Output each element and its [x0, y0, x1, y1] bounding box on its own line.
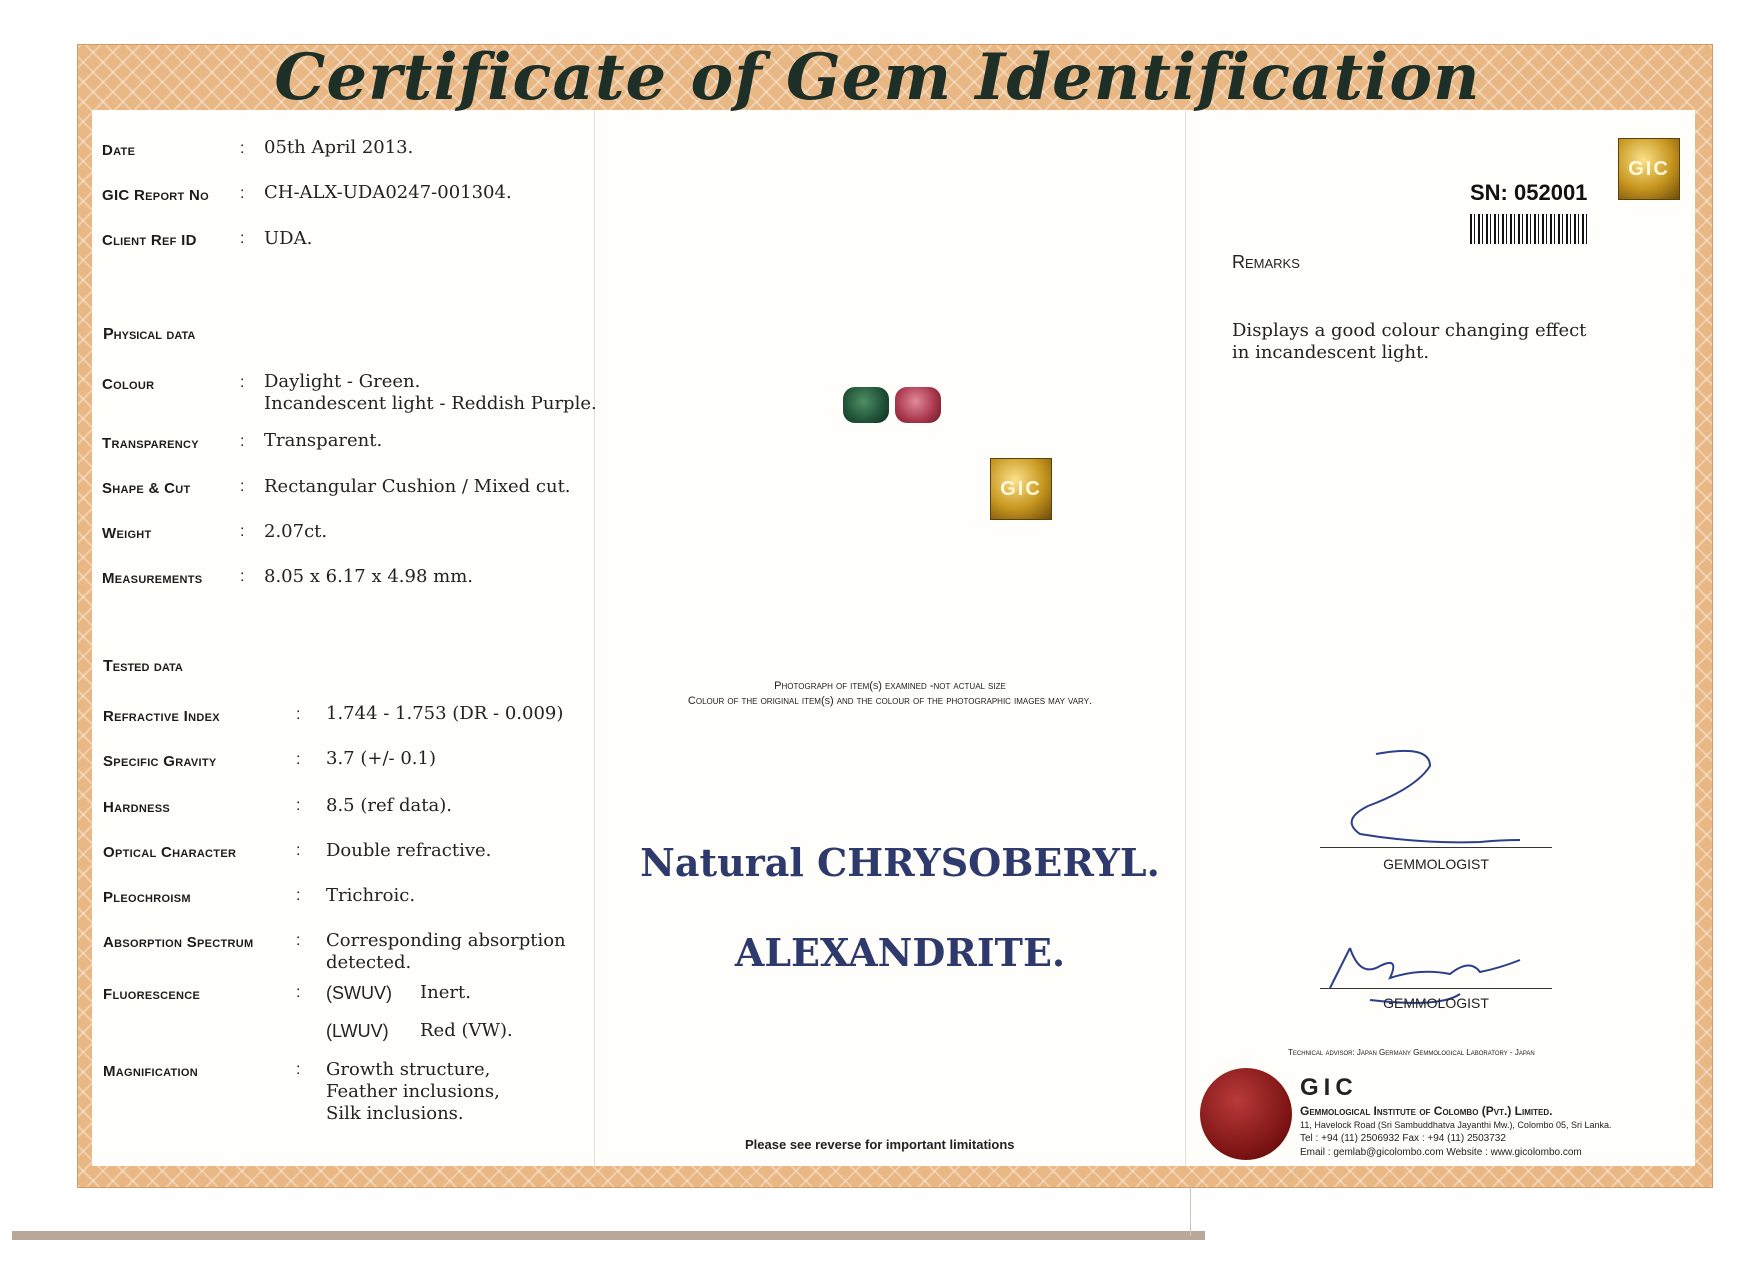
magnification-value-3: Silk inclusions. — [326, 1103, 464, 1124]
weight-value: 2.07ct. — [264, 521, 328, 542]
colon: : — [296, 1061, 301, 1078]
wax-seal — [1200, 1068, 1292, 1160]
signature-line-1 — [1320, 847, 1552, 848]
fluorescence-sw-value: Inert. — [420, 982, 471, 1003]
variety-verdict: ALEXANDRITE. — [734, 930, 1066, 975]
technical-advisor: Technical advisor: Japan Germany Gemmological Laboratory - Japan — [1288, 1048, 1535, 1057]
colon: : — [240, 478, 245, 495]
date-label: Date — [102, 142, 136, 159]
institute-info — [1300, 1104, 1612, 1160]
report-no-label: GIC Report No — [102, 187, 210, 204]
certificate-title: Certificate of Gem Identification — [274, 40, 1481, 115]
colon: : — [240, 523, 245, 540]
absorption-label: Absorption Spectrum — [103, 934, 254, 951]
absorption-value-2: detected. — [326, 952, 412, 973]
gemmologist-label-1: GEMMOLOGIST — [1383, 856, 1489, 872]
serial-number: SN: 052001 — [1470, 180, 1588, 205]
client-ref-value: UDA. — [264, 228, 313, 249]
colon: : — [296, 984, 301, 1001]
optical-label: Optical Character — [103, 844, 237, 861]
transparency-label: Transparency — [102, 435, 199, 452]
colon: : — [296, 751, 301, 768]
colon: : — [240, 140, 245, 157]
gic-logo-center: GIC — [990, 458, 1052, 520]
fluorescence-lw-label: (LWUV) — [326, 1021, 389, 1041]
magnification-value-2: Feather inclusions, — [326, 1081, 500, 1102]
institute-name: Gemmological Institute of Colombo (Pvt.) Limited. — [1300, 1104, 1553, 1118]
institute-address: 11, Havelock Road (Sri Sambuddhatva Jayanthi Mw.), Colombo 05, Sri Lanka. — [1300, 1120, 1612, 1130]
colour-label: Colour — [102, 376, 155, 393]
remarks-text: Displays a good colour changing effect in incandescent light. — [1232, 320, 1587, 363]
institute-email: Email : gemlab@gicolombo.com Website : www.gicolombo.com — [1300, 1147, 1582, 1158]
limitations-note: Please see reverse for important limitations — [745, 1137, 1015, 1152]
page-edge — [1190, 1186, 1191, 1236]
colon: : — [296, 842, 301, 859]
ri-label: Refractive Index — [103, 708, 220, 725]
ri-value: 1.744 - 1.753 (DR - 0.009) — [326, 703, 564, 724]
physical-data-heading: Physical data — [103, 326, 196, 343]
gic-logo-corner: GIC — [1618, 138, 1680, 200]
hardness-label: Hardness — [103, 799, 171, 816]
magnification-value-1: Growth structure, — [326, 1059, 491, 1080]
fluorescence-sw-label: (SWUV) — [326, 983, 392, 1003]
remarks-heading: Remarks — [1232, 252, 1300, 272]
colon: : — [240, 568, 245, 585]
colon: : — [296, 932, 301, 949]
gemmologist-label-2: GEMMOLOGIST — [1383, 995, 1489, 1011]
absorption-value-1: Corresponding absorption — [326, 930, 566, 951]
colon: : — [240, 230, 245, 247]
species-verdict: Natural CHRYSOBERYL. — [640, 840, 1160, 885]
sg-value: 3.7 (+/- 0.1) — [326, 748, 436, 769]
page-shadow — [12, 1231, 1205, 1240]
report-no-value: CH-ALX-UDA0247-001304. — [264, 182, 512, 203]
gem-photo-green — [843, 387, 889, 423]
fold-line-left — [594, 110, 595, 1166]
colon: : — [296, 797, 301, 814]
fold-line-right — [1185, 110, 1186, 1166]
measurements-label: Measurements — [102, 570, 203, 587]
hardness-value: 8.5 (ref data). — [326, 795, 452, 816]
shape-label: Shape & Cut — [102, 480, 191, 497]
date-value: 05th April 2013. — [264, 137, 414, 158]
optical-value: Double refractive. — [326, 840, 492, 861]
colon: : — [240, 185, 245, 202]
gem-photo-red — [895, 387, 941, 423]
colon: : — [240, 374, 245, 391]
magnification-label: Magnification — [103, 1063, 199, 1080]
tested-data-heading: Tested data — [103, 658, 183, 675]
colon: : — [296, 706, 301, 723]
measurements-value: 8.05 x 6.17 x 4.98 mm. — [264, 566, 474, 587]
fluorescence-lw-value: Red (VW). — [420, 1020, 513, 1041]
fluorescence-label: Fluorescence — [103, 986, 201, 1003]
institute-phone: Tel : +94 (11) 2506932 Fax : +94 (11) 2503732 — [1300, 1133, 1506, 1144]
transparency-value: Transparent. — [264, 430, 383, 451]
signature-1 — [1320, 748, 1552, 848]
colon: : — [240, 433, 245, 450]
colour-value-1: Daylight - Green. — [264, 371, 421, 392]
shape-value: Rectangular Cushion / Mixed cut. — [264, 476, 571, 497]
client-ref-label: Client Ref ID — [102, 232, 197, 249]
pleochroism-label: Pleochroism — [103, 889, 191, 906]
colour-value-2: Incandescent light - Reddish Purple. — [264, 393, 597, 414]
weight-label: Weight — [102, 525, 152, 542]
institute-short: GIC — [1300, 1074, 1358, 1101]
barcode — [1470, 214, 1590, 244]
colon: : — [296, 887, 301, 904]
signature-line-2 — [1320, 988, 1552, 989]
photo-caption-1: Photograph of item(s) examined -not actual size — [774, 680, 1006, 692]
photo-caption-2: Colour of the original item(s) and the colour of the photographic images may vary. — [687, 695, 1093, 707]
pleochroism-value: Trichroic. — [326, 885, 416, 906]
sg-label: Specific Gravity — [103, 753, 217, 770]
